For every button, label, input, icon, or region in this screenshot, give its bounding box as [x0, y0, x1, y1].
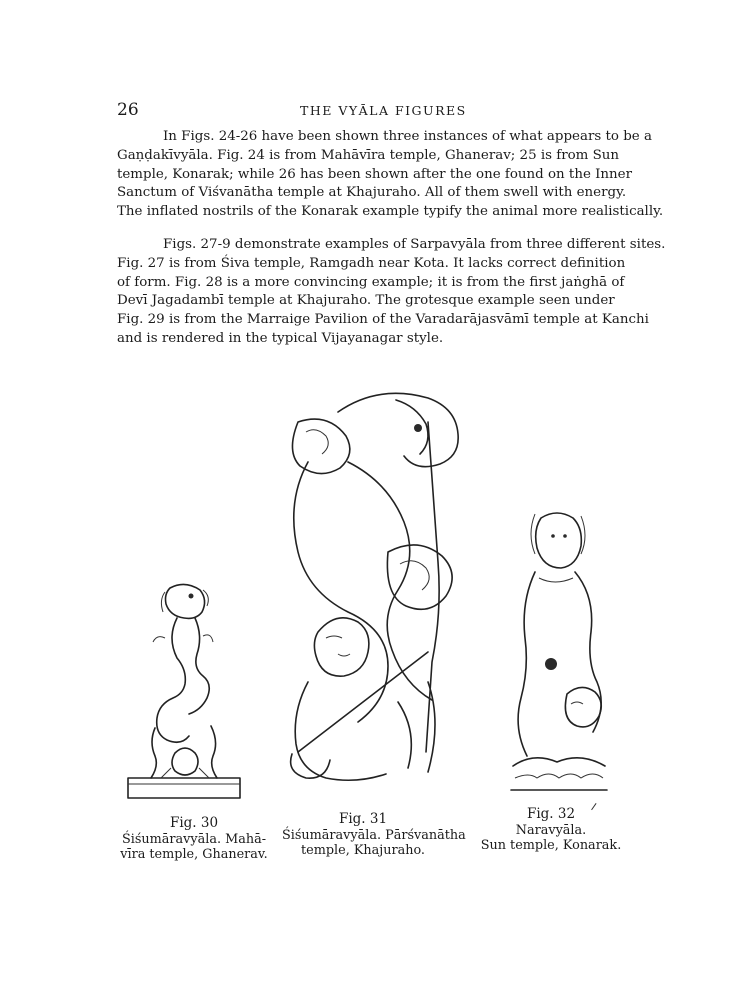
- figure-number: Fig. 30: [169, 815, 219, 831]
- caption-line: Naravyāla.: [515, 823, 587, 838]
- text-line: Fig. 29 is from the Marraige Pavilion of the Varadarājasvāmī temple at Kanchi: [117, 312, 649, 328]
- figure-31-drawing: [278, 382, 478, 790]
- page-number: 26: [117, 100, 139, 120]
- figure-number: Fig. 32: [526, 806, 576, 822]
- text-line: The inflated nostrils of the Konarak example typify the animal more realistically.: [117, 204, 664, 220]
- figure-31-caption: [282, 811, 466, 858]
- figure-32-caption: [476, 807, 626, 853]
- text-line: and is rendered in the typical Vijayanagar style.: [117, 330, 444, 346]
- caption-line: Śiśumāravyāla. Pārśvanātha: [282, 828, 466, 843]
- paragraph-gandakivyala: [117, 128, 664, 222]
- text-line: Fig. 27 is from Śiva temple, Ramgadh near Kota. It lacks correct definition: [117, 255, 626, 271]
- text-line: temple, Konarak; while 26 has been shown after the one found on the Inner: [117, 166, 632, 182]
- text-line: of form. Fig. 28 is a more convincing example; it is from the first jaṅghā of: [117, 274, 625, 290]
- text-line: Devī Jagadambī temple at Khajuraho. The grotesque example seen under: [117, 293, 615, 309]
- figure-number: Fig. 31: [338, 811, 388, 827]
- caption-line: Sun temple, Konarak.: [480, 838, 622, 853]
- text-line: Gaṇḍakīvyāla. Fig. 24 is from Mahāvīra temple, Ghanerav; 25 is from Sun: [117, 147, 620, 163]
- paragraph-sarpavyala: [117, 236, 666, 349]
- caption-line: vīra temple, Ghanerav.: [120, 847, 268, 862]
- figure-32-drawing: [505, 508, 610, 793]
- figure-30-caption: [102, 816, 286, 862]
- text-line: In Figs. 24-26 have been shown three instances of what appears to be a: [163, 129, 652, 144]
- text-line: Figs. 27-9 demonstrate examples of Sarpavyāla from three different sites.: [163, 237, 666, 252]
- caption-line: temple, Khajuraho.: [300, 843, 426, 858]
- figure-30-drawing: [125, 578, 245, 803]
- running-title: THE VYĀLA FIGURES: [300, 103, 467, 118]
- text-line: Sanctum of Viśvanātha temple at Khajuraho. All of them swell with energy.: [117, 185, 627, 201]
- caption-line: Śiśumāravyāla. Mahā-: [121, 832, 267, 847]
